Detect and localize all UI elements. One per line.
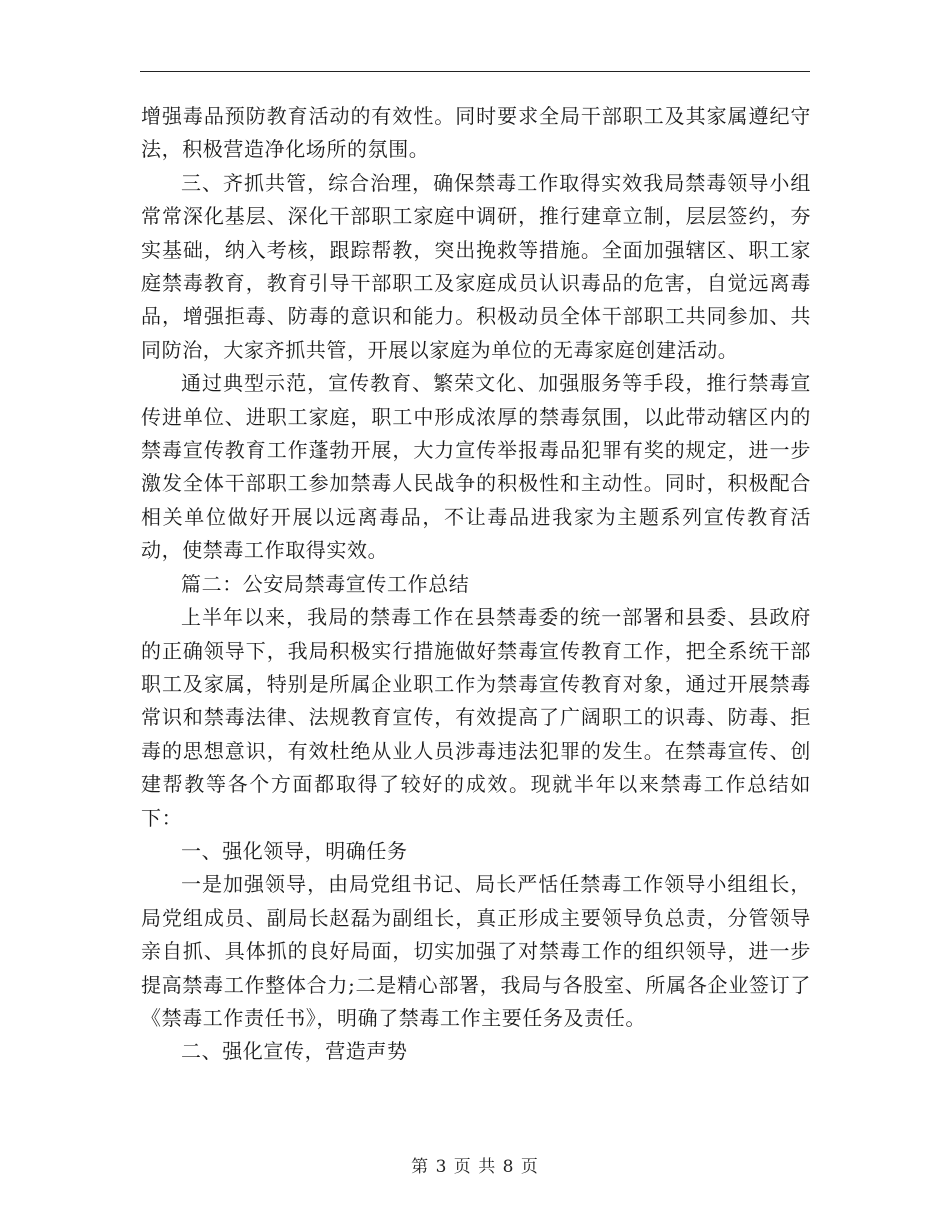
page-number-footer: 第 3 页 共 8 页 xyxy=(411,1157,539,1177)
paragraph-7: 一是加强领导，由局党组书记、局长严恬任禁毒工作领导小组组长，局党组成员、副局长赵磊为副组长，真正形成主要领导负总责，分管领导亲自抓、具体抓的良好局面，切实加强了对禁毒工作的组织领导，进一步提高禁毒工作整体合力;二是精心部署，我局与各股室、所属各企业签订了《禁毒工作责任书》，明确了禁毒工作主要任务及责任。 xyxy=(141,872,811,1030)
paragraph-3: 通过典型示范，宣传教育、繁荣文化、加强服务等手段，推行禁毒宣传进单位、进职工家庭，职工中形成浓厚的禁毒氛围，以此带动辖区内的禁毒宣传教育工作蓬勃开展，大力宣传举报毒品犯罪有奖的规定，进一步激发全体干部职工参加禁毒人民战争的积极性和主动性。同时，积极配合相关单位做好开展以远离毒品，不让毒品进我家为主题系列宣传教育活动，使禁毒工作取得实效。 xyxy=(141,371,811,563)
section-heading-part-two: 篇二：公安局禁毒宣传工作总结 xyxy=(181,571,470,596)
subheading-two: 二、强化宣传，营造声势 xyxy=(181,1039,408,1064)
subheading-one: 一、强化领导，明确任务 xyxy=(181,838,408,863)
paragraph-5: 上半年以来，我局的禁毒工作在县禁毒委的统一部署和县委、县政府的正确领导下，我局积极实行措施做好禁毒宣传教育工作，把全系统干部职工及家属，特别是所属企业职工作为禁毒宣传教育对象，通过开展禁毒常识和禁毒法律、法规教育宣传，有效提高了广阔职工的识毒、防毒、拒毒的思想意识，有效杜绝从业人员涉毒违法犯罪的发生。在禁毒宣传、创建帮教等各个方面都取得了较好的成效。现就半年以来禁毒工作总结如下： xyxy=(141,605,811,830)
document-body xyxy=(141,100,811,1069)
header-rule xyxy=(140,71,810,72)
paragraph-1: 增强毒品预防教育活动的有效性。同时要求全局干部职工及其家属遵纪守法，积极营造净化场所的氛围。 xyxy=(141,104,811,162)
paragraph-2: 三、齐抓共管，综合治理，确保禁毒工作取得实效我局禁毒领导小组常常深化基层、深化干部职工家庭中调研，推行建章立制，层层签约，夯实基础，纳入考核，跟踪帮教，突出挽救等措施。全面加强辖区、职工家庭禁毒教育，教育引导干部职工及家庭成员认识毒品的危害，自觉远离毒品，增强拒毒、防毒的意识和能力。积极动员全体干部职工共同参加、共同防治，大家齐抓共管，开展以家庭为单位的无毒家庭创建活动。 xyxy=(141,170,811,362)
